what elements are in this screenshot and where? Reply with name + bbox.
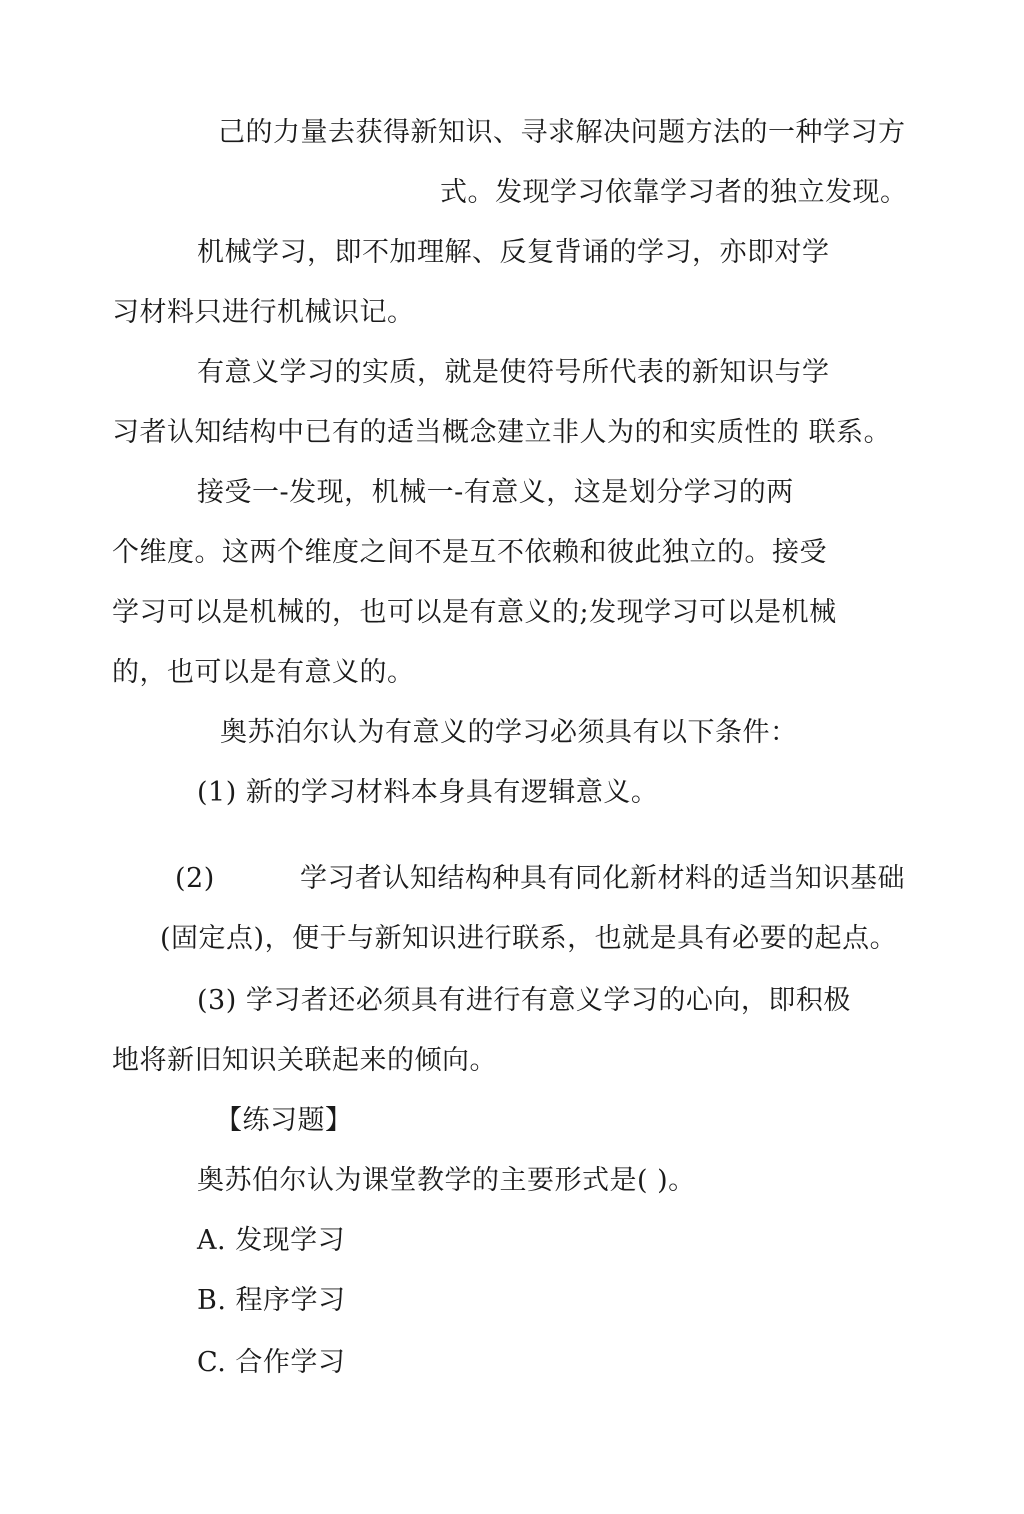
option-b: B. 程序学习 (197, 1285, 346, 1316)
text-line: 有意义学习的实质，就是使符号所代表的新知识与学 (197, 357, 830, 388)
text-line: (固定点)，便于与新知识进行联系，也就是具有必要的起点。 (160, 923, 898, 954)
question-text: 奥苏伯尔认为课堂教学的主要形式是( )。 (197, 1165, 696, 1196)
section-heading: 【练习题】 (215, 1105, 353, 1136)
text-line: 接受一-发现，机械一-有意义，这是划分学习的两 (197, 477, 794, 508)
text-line: 习材料只进行机械识记。 (112, 297, 415, 328)
text-line: 己的力量去获得新知识、寻求解决问题方法的一种学习方 (218, 117, 906, 148)
text-line: 学习可以是机械的，也可以是有意义的;发现学习可以是机械 (112, 597, 837, 628)
option-c: C. 合作学习 (197, 1347, 346, 1378)
text-line: 式。发现学习依靠学习者的独立发现。 (440, 177, 908, 208)
text-line: 习者认知结构中已有的适当概念建立非人为的和实质性的 联系。 (112, 417, 892, 448)
option-a: A. 发现学习 (197, 1225, 346, 1256)
list-item-3: (3) 学习者还必须具有进行有意义学习的心向，即积极 (197, 985, 851, 1016)
text-line: 地将新旧知识关联起来的倾向。 (112, 1045, 497, 1076)
text-line: 个维度。这两个维度之间不是互不依赖和彼此独立的。接受 (112, 537, 827, 568)
list-item-2-number: (2) (175, 863, 215, 894)
text-line: 奥苏泊尔认为有意义的学习必须具有以下条件： (220, 717, 798, 748)
text-line: 机械学习，即不加理解、反复背诵的学习，亦即对学 (197, 237, 830, 268)
list-item-1: (1) 新的学习材料本身具有逻辑意义。 (197, 777, 659, 808)
list-item-2-text: 学习者认知结构种具有同化新材料的适当知识基础 (300, 863, 905, 894)
text-line: 的，也可以是有意义的。 (112, 657, 415, 688)
